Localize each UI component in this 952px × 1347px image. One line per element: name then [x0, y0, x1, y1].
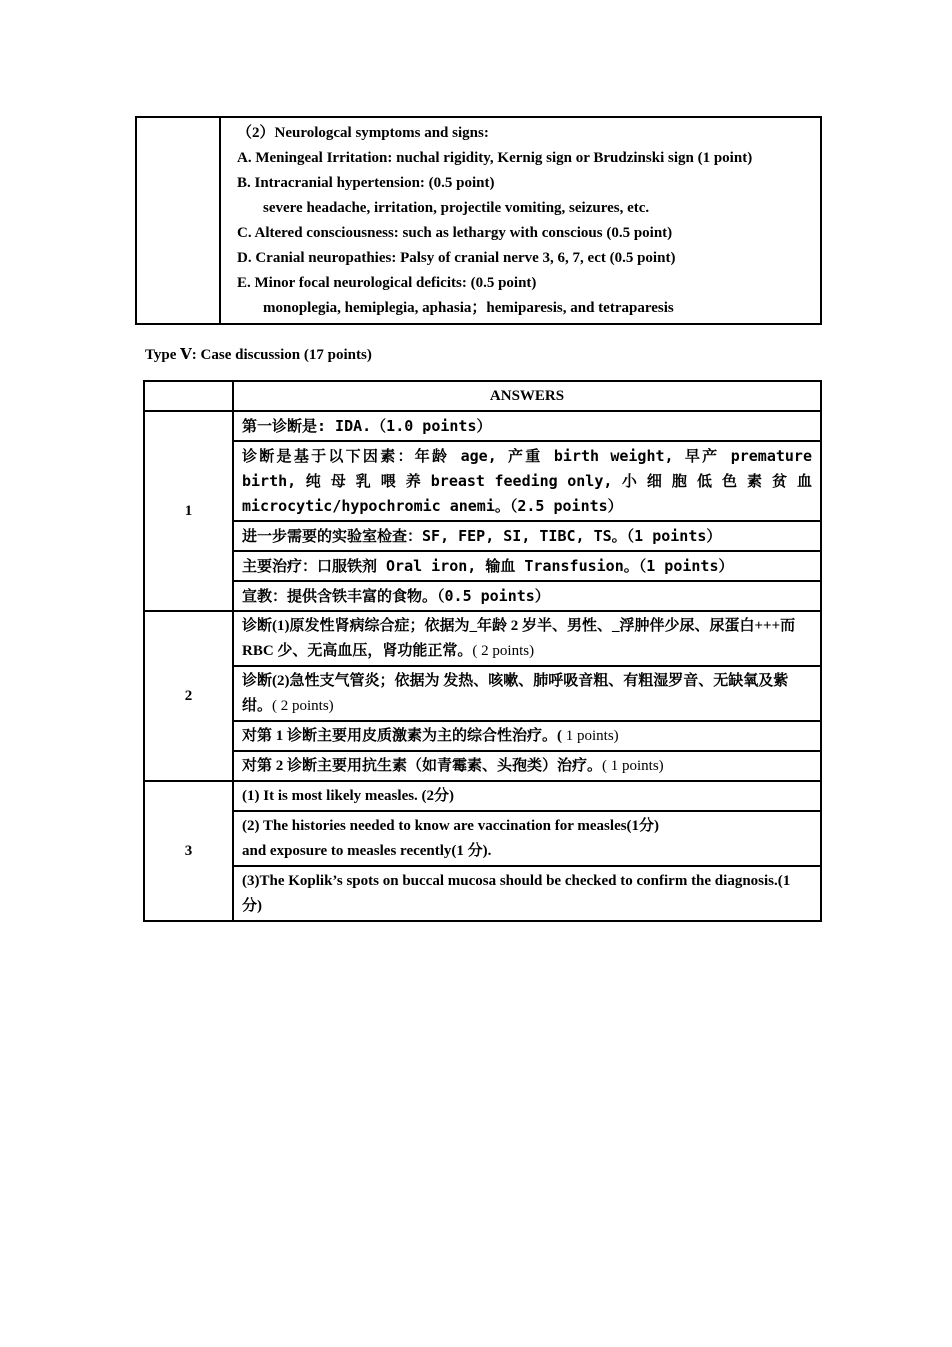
case-1-row: 诊断是基于以下因素：年龄 age, 产重 birth weight, 早产 premature birth, 纯 母 乳 喂 养 breast feeding only, 小 细 胞 低 色 素 贫 血 microcytic/hypochromic anemi。（2.5 points） [233, 441, 821, 521]
neuro-item-b-detail: severe headache, irritation, projectile vomiting, seizures, etc. [263, 200, 650, 216]
neuro-item-a: A. Meningeal Irritation: nuchal rigidity, Kernig sign or Brudzinski sign (1 point) [237, 150, 753, 166]
case-2-text: 诊断(1)原发性肾病综合症；依据为_年龄 2 岁半、男性、_浮肿伴少尿、尿蛋白+++而 RBC 少、无高血压，肾功能正常。 [242, 618, 796, 659]
neuro-item-b: B. Intracranial hypertension: (0.5 point) [237, 175, 495, 191]
case-2-row [233, 751, 821, 781]
case-1-row: 宣教：提供含铁丰富的食物。（0.5 points） [233, 581, 821, 611]
case-2-row [233, 666, 821, 721]
section-heading: Type Ⅴ: Case discussion (17 points) [145, 347, 372, 363]
case-3-number: 3 [144, 781, 233, 921]
case-2-points: ( 1 points) [602, 758, 664, 774]
case-1-number: 1 [144, 411, 233, 611]
case-2-number: 2 [144, 611, 233, 781]
answers-table [143, 380, 822, 922]
empty-left-cell [136, 117, 220, 324]
neuro-title: （2）Neurologcal symptoms and signs: [237, 125, 489, 141]
case-3-row: (1) It is most likely measles. (2分) [233, 781, 821, 811]
case-2-text: 对第 2 诊断主要用抗生素（如青霉素、头孢类）治疗。 [242, 758, 603, 774]
case-2-points: ( 2 points) [472, 643, 535, 659]
case-2-text: 对第 1 诊断主要用皮质激素为主的综合性治疗。( [242, 728, 562, 744]
neuro-item-d: D. Cranial neuropathies: Palsy of cranial nerve 3, 6, 7, ect (0.5 point) [237, 250, 676, 266]
answers-header: ANSWERS [233, 381, 821, 411]
header-empty-cell [144, 381, 233, 411]
case-2-points: ( 2 points) [272, 698, 334, 714]
neuro-item-c: C. Altered consciousness: such as lethargy with conscious (0.5 point) [237, 225, 673, 241]
case-3-row: (2) The histories needed to know are vaccination for measles(1分) and exposure to measles recently(1 分). [233, 811, 821, 866]
case-3-row: (3)The Koplik’s spots on buccal mucosa should be checked to confirm the diagnosis.(1 分) [233, 866, 821, 921]
case-2-row [233, 721, 821, 751]
case-2-row [233, 611, 821, 666]
case-1-row: 进一步需要的实验室检查：SF, FEP, SI, TIBC, TS。（1 points） [233, 521, 821, 551]
neuro-item-e: E. Minor focal neurological deficits: (0.5 point) [237, 275, 537, 291]
case-1-row: 第一诊断是: IDA.（1.0 points） [233, 411, 821, 441]
case-2-text: 诊断(2)急性支气管炎；依据为 发热、咳嗽、肺呼吸音粗、有粗湿罗音、无缺氧及紫绀。 [242, 673, 789, 714]
case-1-row: 主要治疗：口服铁剂 Oral iron, 输血 Transfusion。（1 points） [233, 551, 821, 581]
neurological-signs-cell [220, 117, 821, 324]
neuro-item-e-detail: monoplegia, hemiplegia, aphasia；hemiparesis, and tetraparesis [263, 300, 674, 316]
case-2-points: 1 points) [562, 728, 619, 744]
neurological-signs-table [135, 116, 822, 325]
